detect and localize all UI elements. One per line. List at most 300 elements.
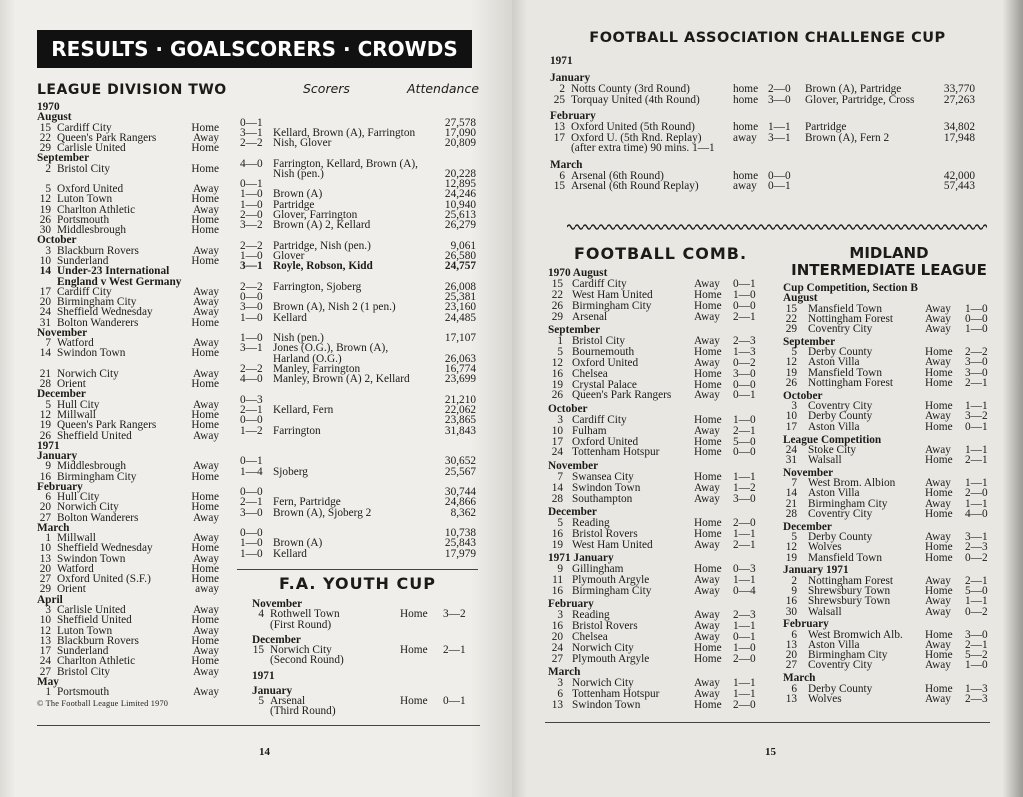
- match-day: 15: [553, 180, 565, 192]
- opponent: Blackburn Rovers: [57, 634, 139, 647]
- score: 0—0: [965, 312, 988, 325]
- opponent: Southampton: [572, 492, 633, 505]
- venue: Away: [694, 609, 720, 622]
- attendance: 10,738: [444, 527, 476, 540]
- midland-league-title: [773, 245, 1005, 279]
- match-day: 15: [252, 644, 264, 657]
- page-number: 14: [259, 746, 270, 758]
- venue: Away: [925, 312, 951, 325]
- venue: Home: [694, 470, 722, 483]
- opponent: Hull City: [57, 398, 100, 411]
- opponent: Cardiff City: [57, 121, 112, 134]
- scorers: Kellard: [273, 547, 307, 560]
- venue: Home: [191, 614, 219, 627]
- section-heading: September: [783, 335, 836, 348]
- section-heading: 1970: [37, 101, 60, 113]
- opponent: Norwich City: [57, 367, 119, 380]
- match-day: 24: [551, 446, 563, 459]
- venue: Away: [925, 605, 951, 618]
- score: 0—3: [733, 563, 756, 576]
- venue: Away: [193, 296, 219, 309]
- venue: Away: [925, 692, 951, 705]
- match-day: 7: [791, 477, 797, 490]
- attendance: 25,613: [444, 208, 476, 221]
- opponent: Arsenal: [270, 695, 306, 708]
- opponent: Tottenham Hotspur: [572, 446, 660, 459]
- score: 0—0: [240, 291, 263, 304]
- venue: Home: [694, 288, 722, 301]
- attendance: 26,279: [444, 219, 476, 232]
- venue: Away: [694, 389, 720, 402]
- opponent: Sheffield Wednesday: [57, 542, 153, 555]
- opponent: Birmingham City: [808, 497, 888, 510]
- result-row: [783, 596, 998, 606]
- attendance: 25,381: [444, 291, 476, 304]
- score: 1—1: [733, 527, 756, 540]
- match-day: 27: [551, 652, 563, 665]
- match-day: 6: [791, 628, 797, 641]
- score: 2—3: [965, 692, 988, 705]
- match-day: 5: [791, 531, 797, 544]
- venue: Home: [925, 551, 953, 564]
- score: 3—0: [733, 492, 756, 505]
- match-day: 13: [785, 638, 797, 651]
- score: 2—1: [443, 644, 466, 657]
- football-comb-title: FOOTBALL COMB.: [573, 244, 748, 263]
- venue: Away: [925, 477, 951, 490]
- section-heading: October: [37, 234, 77, 247]
- venue: Home: [400, 608, 428, 621]
- match-day: 5: [45, 398, 51, 411]
- scorers: Manley, Brown (A) 2, Kellard: [273, 373, 410, 386]
- section-heading: January: [550, 72, 591, 84]
- result-row: [548, 447, 773, 458]
- venue: Home: [400, 644, 428, 657]
- opponent: Under-23 International: [57, 265, 170, 278]
- venue: Home: [191, 542, 219, 555]
- score: 1—1: [965, 400, 988, 413]
- opponent: Mansfield Town: [808, 366, 882, 379]
- opponent: (Second Round): [270, 654, 344, 667]
- attendance: 42,000: [943, 169, 975, 182]
- scorers: Kellard, Fern: [273, 403, 334, 416]
- match-day: 12: [39, 408, 51, 421]
- score: 2—0: [240, 208, 263, 221]
- match-day: 19: [785, 366, 797, 379]
- match-day: 9: [557, 563, 563, 576]
- match-day: 9: [45, 460, 51, 473]
- match-day: 2: [559, 83, 565, 95]
- venue: Home: [694, 435, 722, 448]
- opponent: (First Round): [270, 618, 332, 631]
- match-day: 19: [785, 551, 797, 564]
- venue: Away: [925, 638, 951, 651]
- opponent: Swindon Town: [572, 481, 641, 494]
- venue: home: [733, 121, 759, 133]
- section-heading: January: [37, 450, 78, 463]
- opponent: Derby County: [808, 410, 873, 423]
- section-heading: December: [548, 506, 597, 519]
- match-day: 20: [39, 562, 51, 575]
- match-day: 27: [39, 573, 51, 586]
- right-page-15: [512, 0, 1023, 797]
- venue: Home: [191, 501, 219, 514]
- opponent: Aston Villa: [808, 420, 860, 433]
- venue: Home: [191, 162, 219, 175]
- venue: Home: [694, 527, 722, 540]
- match-day: 5: [258, 695, 264, 708]
- venue: Home: [925, 507, 953, 520]
- section-heading: April: [37, 593, 63, 606]
- match-day: 13: [553, 121, 565, 133]
- opponent: Rothwell Town: [270, 608, 340, 621]
- match-day: 19: [39, 203, 51, 216]
- attendance: 23,160: [444, 301, 476, 314]
- attendance: 8,362: [450, 506, 476, 519]
- venue: Away: [193, 285, 219, 298]
- opponent: Oxford United (5th Round): [571, 121, 695, 133]
- opponent: Bolton Wanderers: [57, 316, 139, 329]
- match-day: 22: [785, 312, 797, 325]
- venue: Home: [191, 224, 219, 237]
- opponent: Sheffield United: [57, 614, 132, 627]
- scorers: Partridge: [273, 198, 315, 211]
- match-day: 5: [791, 346, 797, 359]
- score: 2—1: [965, 454, 988, 467]
- venue: Home: [925, 346, 953, 359]
- match-day: 19: [39, 419, 51, 432]
- result-row: [783, 422, 998, 432]
- score: 1—2: [733, 481, 756, 494]
- score: 1—1: [733, 470, 756, 483]
- venue: Away: [694, 481, 720, 494]
- match-day: 10: [39, 254, 51, 267]
- venue: Home: [694, 641, 722, 654]
- score: 1—3: [965, 682, 988, 695]
- opponent: Arsenal (6th Round Replay): [571, 180, 699, 192]
- attendance: 24,866: [444, 496, 476, 509]
- opponent: Portsmouth: [57, 686, 110, 699]
- venue: Away: [193, 552, 219, 565]
- opponent: Derby County: [808, 682, 873, 695]
- score: 3—0: [768, 93, 791, 106]
- venue: Home: [694, 516, 722, 529]
- match-day: 26: [551, 299, 563, 312]
- match-day: 27: [785, 659, 797, 672]
- section-heading: August: [783, 292, 818, 305]
- opponent: Tottenham Hotspur: [572, 688, 660, 701]
- midland-title-line2: INTERMEDIATE LEAGUE: [791, 261, 987, 279]
- opponent: Arsenal (6th Round): [571, 169, 664, 182]
- match-day: 27: [39, 511, 51, 524]
- venue: Home: [191, 562, 219, 575]
- score: 0—0: [733, 378, 756, 391]
- match-day: 31: [785, 454, 797, 467]
- match-day: 11: [552, 574, 563, 587]
- score: 2—1: [965, 638, 988, 651]
- opponent: Swindon Town: [57, 552, 126, 565]
- result-row: [548, 390, 773, 401]
- attendance: 24,485: [444, 311, 476, 324]
- opponent: Aston Villa: [808, 487, 860, 500]
- opponent: (after extra time) 90 mins. 1—1: [571, 142, 715, 154]
- score: 3—1: [768, 131, 791, 144]
- opponent: England v West Germany: [57, 275, 182, 288]
- match-day: 13: [551, 699, 563, 711]
- scorers: Glover: [273, 249, 305, 262]
- opponent: Watford: [57, 337, 94, 350]
- score: 0—1: [443, 695, 466, 708]
- venue: away: [195, 583, 219, 596]
- score: 2—1: [733, 424, 756, 437]
- scorers: Nish (pen.): [273, 332, 324, 345]
- attendance: 20,809: [444, 137, 476, 150]
- match-day: 9: [791, 585, 797, 597]
- score: 3—1: [240, 126, 263, 139]
- section-heading: March: [548, 666, 581, 679]
- score: 5—2: [965, 649, 988, 662]
- result-row: [550, 181, 990, 192]
- results-banner: RESULTS · GOALSCORERS · CROWDS: [37, 30, 472, 68]
- attendance: 12,895: [444, 178, 476, 191]
- scorers: Kellard, Brown (A), Farrington: [273, 126, 416, 139]
- score: 1—0: [240, 311, 263, 324]
- score: 0—1: [240, 178, 263, 191]
- scorers: Glover, Partridge, Cross: [805, 93, 915, 106]
- section-heading: December: [252, 633, 301, 646]
- match-day: 20: [785, 649, 797, 662]
- score: 3—2: [965, 410, 988, 423]
- bottom-rule: [545, 722, 990, 723]
- venue: Away: [193, 645, 219, 658]
- section-heading: November: [37, 326, 88, 339]
- match-day: 12: [39, 193, 51, 206]
- midland-league-list: [783, 283, 998, 704]
- score: 2—3: [733, 334, 756, 347]
- opponent: Cardiff City: [572, 277, 627, 290]
- venue: Away: [694, 277, 720, 290]
- scorers: Brown (A): [273, 537, 323, 550]
- venue: away: [733, 131, 757, 144]
- result-row: [783, 694, 998, 704]
- score: 2—1: [733, 538, 756, 551]
- venue: Away: [925, 574, 951, 587]
- match-day: 20: [39, 501, 51, 514]
- section-heading: October: [548, 402, 588, 415]
- result-row: [783, 455, 998, 465]
- score: 0—0: [733, 446, 756, 459]
- scorers: Sjoberg: [273, 465, 308, 478]
- match-day: 5: [557, 516, 563, 529]
- match-day: 3: [45, 604, 51, 617]
- scorers: Brown (A), Nish 2 (1 pen.): [273, 301, 396, 314]
- score: 2—2: [240, 239, 263, 252]
- section-heading: March: [37, 521, 70, 534]
- venue: Away: [193, 398, 219, 411]
- opponent: West Bromwich Alb.: [808, 628, 903, 641]
- result-row: [548, 540, 773, 551]
- opponent: Chelsea: [572, 367, 608, 380]
- match-day: 29: [785, 323, 797, 336]
- opponent: Bolton Wanderers: [57, 511, 139, 524]
- match-day: 22: [39, 131, 51, 144]
- score: 0—1: [965, 420, 988, 433]
- attendance: 26,580: [444, 249, 476, 262]
- attendance: 25,567: [444, 465, 476, 478]
- opponent: Norwich City: [270, 644, 332, 657]
- attendance: 30,652: [444, 455, 476, 468]
- score: 0—0: [768, 169, 791, 182]
- venue: Home: [191, 419, 219, 432]
- venue: Home: [191, 378, 219, 391]
- match-day: 3: [791, 400, 797, 413]
- match-day: 13: [785, 692, 797, 705]
- match-day: 4: [258, 608, 264, 621]
- section-heading: 1971: [37, 439, 60, 452]
- venue: Away: [694, 574, 720, 587]
- opponent: Watford: [57, 562, 94, 575]
- venue: Home: [191, 655, 219, 668]
- match-day: 12: [785, 541, 797, 554]
- wavy-divider: [567, 222, 987, 232]
- match-day: 10: [39, 542, 51, 555]
- match-day: 12: [785, 356, 797, 369]
- score: 2—1: [240, 496, 263, 509]
- result-row: [548, 483, 773, 494]
- venue: home: [733, 83, 759, 95]
- scorers: Brown (A) 2, Kellard: [273, 219, 371, 232]
- opponent: Chelsea: [572, 631, 608, 644]
- venue: Away: [694, 492, 720, 505]
- score: 1—2: [240, 424, 263, 437]
- match-day: 15: [39, 121, 51, 134]
- opponent: Nottingham Forest: [808, 312, 894, 325]
- copyright-notice: © The Football League Limited 1970: [37, 699, 169, 708]
- scorers-column-header: Scorers: [303, 81, 350, 96]
- attendance: 10,940: [444, 198, 476, 211]
- match-day: 6: [557, 688, 563, 701]
- opponent: Bristol City: [572, 334, 626, 347]
- opponent: Sheffield Wednesday: [57, 306, 153, 319]
- opponent: Shrewsbury Town: [808, 585, 891, 597]
- result-row: [550, 143, 990, 154]
- match-day: 24: [39, 306, 51, 319]
- match-day: 14: [785, 487, 797, 500]
- scorers: Fern, Partridge: [273, 496, 341, 509]
- opponent: Oxford U. (5th Rnd. Replay): [571, 131, 702, 144]
- venue: Away: [925, 323, 951, 336]
- venue: Away: [925, 302, 951, 315]
- score: 0—1: [733, 277, 756, 290]
- score: 3—0: [965, 356, 988, 369]
- score: 1—0: [240, 249, 263, 262]
- score: 1—1: [733, 574, 756, 587]
- attendance: 34,802: [943, 121, 975, 133]
- match-day: 16: [39, 470, 51, 483]
- venue: Away: [925, 497, 951, 510]
- opponent: Mansfield Town: [808, 551, 882, 564]
- section-heading: February: [37, 480, 83, 493]
- score: 2—2: [965, 346, 988, 359]
- venue: Away: [694, 538, 720, 551]
- match-day: 3: [557, 413, 563, 426]
- venue: Home: [191, 573, 219, 586]
- opponent: West Ham United: [572, 288, 653, 301]
- section-heading: League Competition: [783, 433, 882, 446]
- opponent: Millwall: [57, 532, 96, 545]
- opponent: Birmingham City: [808, 649, 888, 662]
- section-heading: September: [37, 152, 90, 165]
- match-day: 6: [559, 169, 565, 182]
- venue: Home: [191, 121, 219, 134]
- match-day: 24: [551, 641, 563, 654]
- match-day: 5: [45, 183, 51, 196]
- score: 1—1: [733, 677, 756, 690]
- match-day: 21: [785, 497, 797, 510]
- result-row: [550, 122, 990, 133]
- opponent: Bristol City: [57, 162, 111, 175]
- opponent: Reading: [572, 516, 610, 529]
- match-day: 29: [551, 310, 563, 323]
- venue: Away: [193, 604, 219, 617]
- venue: Home: [694, 378, 722, 391]
- score: 1—3: [733, 345, 756, 358]
- section-heading: February: [550, 110, 596, 122]
- fa-cup-title: FOOTBALL ASSOCIATION CHALLENGE CUP: [589, 30, 946, 46]
- section-heading: February: [548, 598, 594, 611]
- opponent: Hull City: [57, 491, 100, 504]
- opponent: Gillingham: [572, 563, 624, 576]
- midland-title-line1: MIDLAND: [849, 244, 929, 262]
- fa-cup-list: [550, 56, 990, 192]
- score: 1—1: [965, 595, 988, 608]
- match-day: 17: [785, 420, 797, 433]
- venue: Home: [191, 254, 219, 267]
- scorers: Partridge: [805, 121, 847, 133]
- venue: Home: [925, 628, 953, 641]
- result-row: [783, 553, 998, 563]
- opponent: Aston Villa: [808, 638, 860, 651]
- score: 0—2: [965, 605, 988, 618]
- score: 3—0: [240, 506, 263, 519]
- score: 1—0: [965, 302, 988, 315]
- opponent: Birmingham City: [572, 584, 652, 597]
- result-row: [783, 509, 998, 519]
- opponent: Arsenal: [572, 310, 608, 323]
- match-day: 14: [39, 347, 51, 360]
- venue: Home: [400, 695, 428, 708]
- score: 1—1: [965, 443, 988, 456]
- match-day: 12: [551, 356, 563, 369]
- score: 2—1: [733, 310, 756, 323]
- venue: Away: [193, 429, 219, 442]
- section-heading: August: [37, 111, 72, 124]
- score: 0—1: [240, 455, 263, 468]
- scorers: Jones (O.G.), Brown (A),: [273, 342, 389, 355]
- score: 2—1: [965, 376, 988, 389]
- opponent: Charlton Athletic: [57, 203, 136, 216]
- opponent: Sunderland: [57, 254, 109, 267]
- section-heading: December: [783, 520, 832, 533]
- score: 2—0: [733, 699, 756, 711]
- result-row: [548, 301, 773, 312]
- opponent: Birmingham City: [57, 470, 137, 483]
- score: 0—0: [240, 486, 263, 499]
- match-day: 24: [785, 443, 797, 456]
- scorers: Brown (A), Fern 2: [805, 131, 890, 144]
- result-row: [252, 655, 472, 665]
- score: 1—0: [240, 188, 263, 201]
